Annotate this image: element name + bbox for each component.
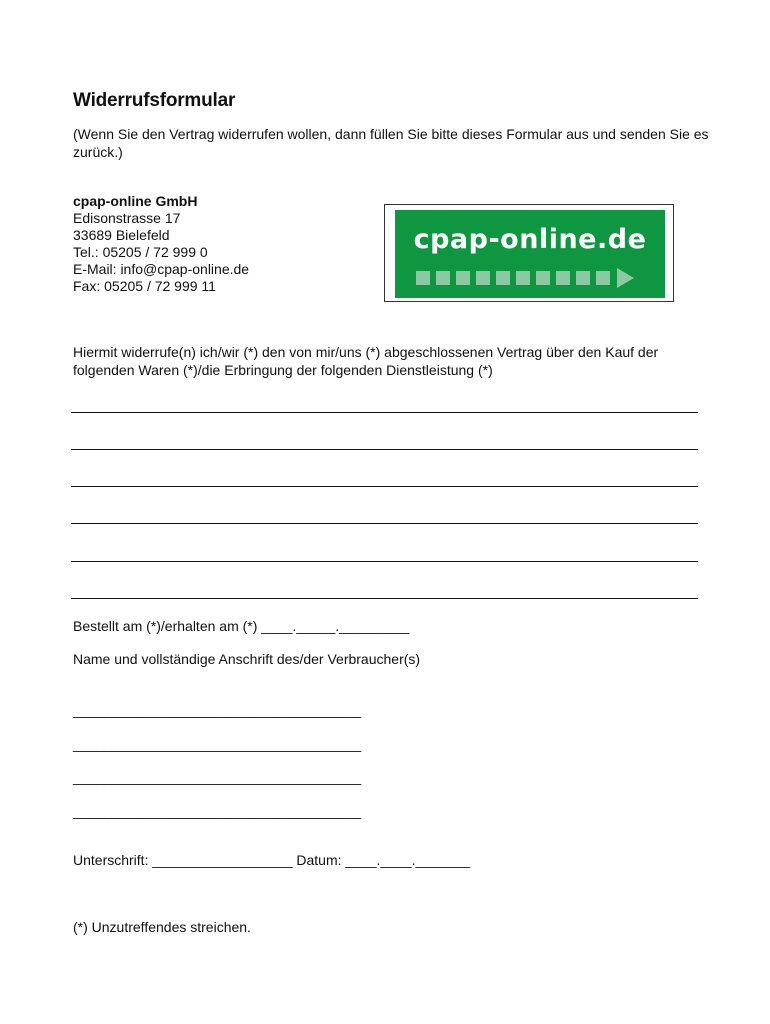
withdrawal-statement: Hiermit widerrufe(n) ich/wir (*) den von mir/uns (*) abgeschlossenen Vertrag über den Kauf der folgenden Waren (*)/die Erbringung der folgenden Dienstleistung (*) <box>73 344 659 378</box>
logo-square <box>456 271 470 285</box>
company-email: E-Mail: info@cpap-online.de <box>73 261 250 277</box>
logo-square <box>516 271 530 285</box>
logo-square <box>556 271 570 285</box>
consumer-name-label: Name und vollständige Anschrift des/der Verbraucher(s) <box>73 651 421 667</box>
footnote: (*) Unzutreffendes streichen. <box>73 919 251 935</box>
goods-entry-line[interactable] <box>71 449 698 450</box>
company-fax: Fax: 05205 / 72 999 11 <box>73 278 216 294</box>
company-city: 33689 Bielefeld <box>73 227 170 243</box>
signature-date-field[interactable]: Unterschrift: __________________ Datum: ____.____._______ <box>73 852 470 868</box>
intro-text: (Wenn Sie den Vertrag widerrufen wollen, dann füllen Sie bitte dieses Formular aus und senden Sie es zurück.) <box>73 126 709 160</box>
address-line[interactable]: _____________________________________ <box>73 702 362 718</box>
address-line[interactable]: _____________________________________ <box>73 769 362 785</box>
logo-frame <box>384 204 674 302</box>
company-address <box>73 193 249 295</box>
goods-entry-line[interactable] <box>71 561 698 562</box>
logo-square <box>436 271 450 285</box>
logo-square <box>596 271 610 285</box>
ordered-received-field[interactable]: Bestellt am (*)/erhalten am (*) ____._____._________ <box>73 618 410 634</box>
logo-text: cpap-online.de <box>413 224 647 255</box>
logo-square <box>476 271 490 285</box>
logo-square <box>496 271 510 285</box>
logo-square <box>536 271 550 285</box>
goods-entry-line[interactable] <box>71 598 698 599</box>
address-line[interactable]: _____________________________________ <box>73 736 362 752</box>
company-street: Edisonstrasse 17 <box>73 210 181 226</box>
logo-square <box>416 271 430 285</box>
logo-arrow-icon <box>617 268 634 288</box>
goods-entry-line[interactable] <box>71 412 698 413</box>
company-name: cpap-online GmbH <box>73 193 198 209</box>
company-phone: Tel.: 05205 / 72 999 0 <box>73 244 208 260</box>
form-title: Widerrufsformular <box>73 90 236 111</box>
goods-entry-line[interactable] <box>71 486 698 487</box>
logo-square <box>576 271 590 285</box>
goods-entry-line[interactable] <box>71 523 698 524</box>
logo-progress-squares <box>416 268 634 288</box>
company-logo <box>395 210 665 298</box>
address-line[interactable]: _____________________________________ <box>73 803 362 819</box>
